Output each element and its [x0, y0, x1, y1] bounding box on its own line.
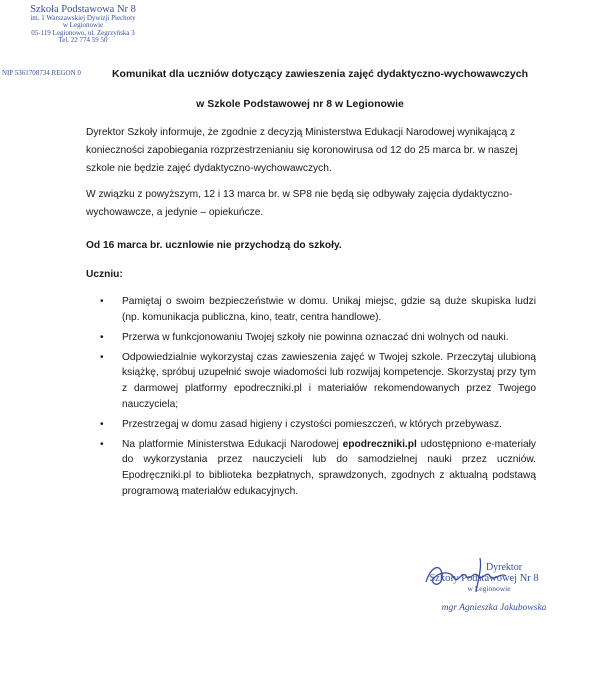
director-name: mgr Agnieszka Jakubowska [441, 602, 547, 613]
stamp-school-name: Szkoły Podstawowej Nr 8 [429, 573, 539, 584]
paragraph-no-attendance: Od 16 marca br. ucznlowie nie przychodzą do szkoły. [86, 240, 342, 251]
stamp-city: w Legionowie [467, 583, 511, 593]
list-item: • Przestrzegaj w domu zasad higieny i czystości pomieszczeń, w których przebywasz. [96, 417, 536, 433]
paragraph-student-address: Uczniu: [86, 269, 123, 280]
list-item: • Pamiętaj o swoim bezpieczeństwie w domu. Unikaj miejsc, gdzie są duże skupiska ludzi (np. komunikacja publiczna, kino, teatr, centra handlowe). [96, 294, 536, 325]
paragraph-care-info: W związku z powyższym, 12 i 13 marca br. w SP8 nie będą się odbywały zajęcia dydaktyczno-wychowawcze, a jedynie – opiekuńcze. [86, 189, 513, 218]
stamp-line-nip: NIP 5361708734 REGON 0 [2, 69, 81, 77]
stamp-director-title: Dyrektor [485, 562, 523, 573]
director-stamp [404, 562, 564, 613]
paragraph-announcement: Dyrektor Szkoły informuje, że zgodnie z decyzją Ministerstwa Edukacji Narodowej wynikającą z konieczności zapobiegania rozprzestrzenianiu się koronowirusa od 12 do 25 marca br. w naszej szkole nie będzie zajęć dydaktyczno-wychowawczych. [86, 127, 518, 174]
list-item-text-after: udostępniono e-materiały do wykorzystania przez nauczycieli lub do samodzielnej nauki przez uczniów. Epodręczniki.pl to biblioteka bezpłatnych, sprawdzonych, zgodnych z aktualną podstawą programową materiałów edukacyjnych. [122, 438, 537, 497]
document-subtitle: w Szkole Podstawowej nr 8 w Legionowie [196, 98, 404, 110]
platform-name: epodreczniki.pl [342, 438, 417, 450]
list-item [96, 437, 536, 499]
list-item-text-before: Na platformie Ministerstwa Edukacji Narodowej [122, 438, 343, 450]
stamp-line-phone: Tel. 22 774 59 50 [58, 36, 108, 45]
stamp-line-patron: im. 1 Warszawskiej Dywizji Piechoty [30, 14, 136, 23]
advice-list [96, 294, 536, 504]
stamp-line-city: w Legionowie [62, 21, 104, 30]
stamp-school-name: Szkoła Podstawowa Nr 8 [30, 4, 136, 15]
stamp-line-address: 05-119 Legionowo, ul. Zegrzyńska 3 [31, 28, 135, 37]
list-item: • Odpowiedzialnie wykorzystaj czas zawieszenia zajęć w Twojej szkole. Przeczytaj ulubioną książkę, spróbuj uzupełnić swoje wiadomości lub rozwijaj kompetencje. Skorzystaj przy tym z darmowej platformy epodreczniki.pl i materiałów rekomendowanych przez Twojego nauczyciela; [96, 350, 536, 412]
school-header-stamp [2, 4, 158, 77]
document-title: Komunikat dla uczniów dotyczący zawieszenia zajęć dydaktyczno-wychowawczych [111, 68, 529, 80]
list-item: • Przerwa w funkcjonowaniu Twojej szkoły nie powinna oznaczać dni wolnych od nauki. [96, 330, 536, 346]
